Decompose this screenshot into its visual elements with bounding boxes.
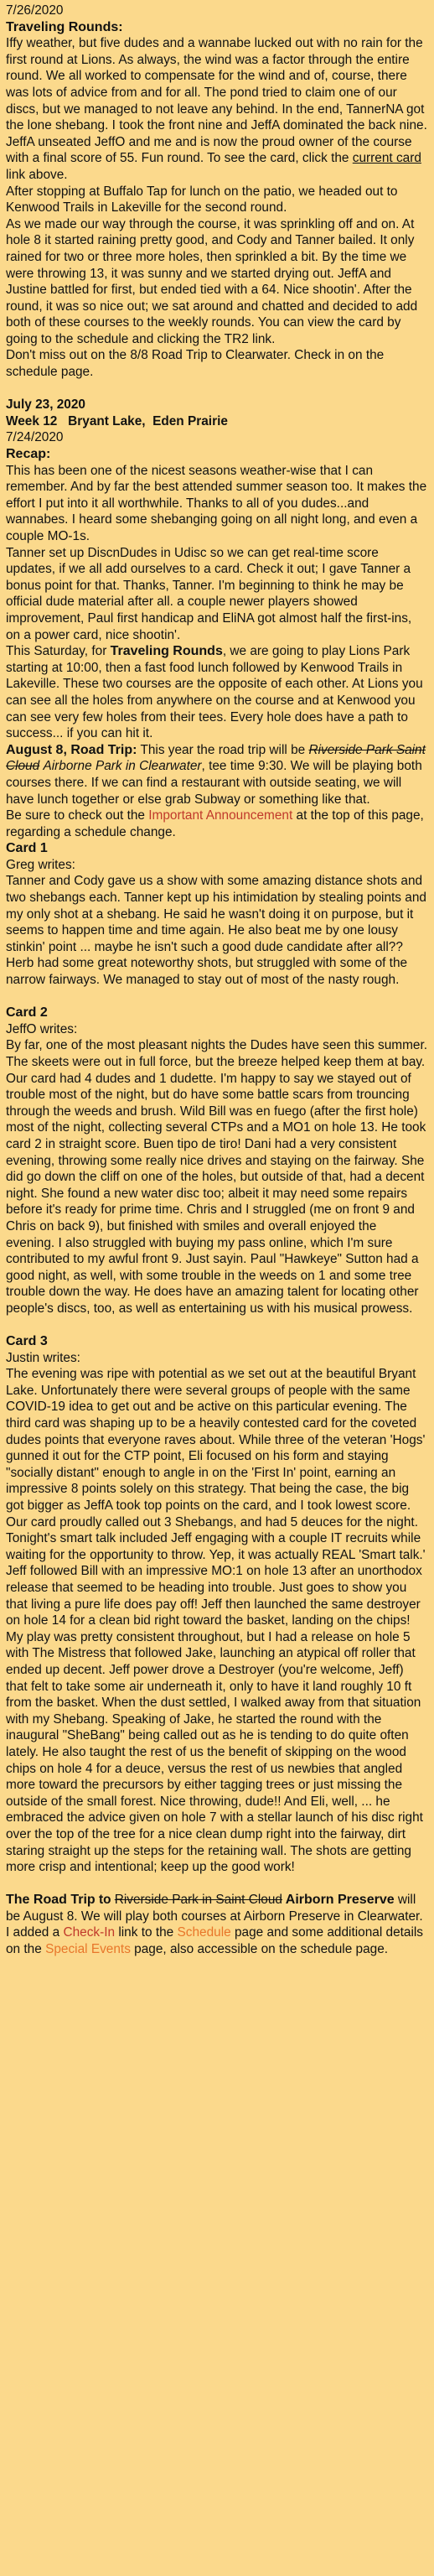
traveling-rounds-bold: Traveling Rounds	[110, 644, 223, 659]
recap-paragraph-3	[6, 643, 428, 742]
text: page and some additional details on the	[6, 1925, 423, 1957]
week-date-heading: July 23, 2020	[6, 397, 85, 413]
card-2-heading: Card 2	[6, 1005, 48, 1021]
schedule-link[interactable]: Schedule	[177, 1925, 231, 1940]
text: This Saturday, for	[6, 644, 111, 659]
card-2-body: By far, one of the most pleasant nights the Dudes have seen this summer. The skeets were out in full force, but the breeze helped keep them at bay. Our card had 4 dudes and 1 dudette. I'm happy to say we stayed out of trouble most of the night, but do have some battle scars from trouncing through the weeds and brush. Wild Bill was en fuego (after the first hole) most of the night, collecting several CTPs and a MO1 on hole 13. He took card 2 in straight score. Buen tipo de tiro! Dani had a very consistent evening, throwing some really nice drives and staying on the fairway. She did go down the cliff on one of the holes, but outside of that, had a decent night. She found a new water disc too; albeit it may need some repairs before it's ready for prime time. Chris and I struggled (me on front 9 and Chris on back 9), but finished with smiles and overall enjoyed the evening. I also struggled with buying my pass online, which I'm sure contributed to my awful front 9. Just sayin. Paul "Hawkeye" Sutton had a good night, as well, with some trouble in the weeds on 1 and some tree trouble down the way. He does have an amazing talent for locating other people's discs, too, as well as entertaining us with his musical prowess.	[6, 1038, 428, 1316]
traveling-rounds-paragraph-1	[6, 35, 428, 183]
paragraph-text-tail: link above.	[6, 167, 68, 182]
post-date-2: 7/24/2020	[6, 430, 64, 445]
card-1-heading: Card 1	[6, 841, 48, 856]
text: , we are going to play Lions Park starting at 10:00, then a fast food lunch followed by Kenwood Trails in Lakeville. These two courses are the opposite of each other. At Lions you can see all the holes from anywhere on the course and at Kenwood you can see very few holes from their tees. Every hole does have a path to success... if you can hit it.	[6, 644, 423, 741]
check-in-link[interactable]: Check-In	[63, 1925, 116, 1940]
footer-road-trip-paragraph	[6, 1892, 428, 1957]
text: at the top of this page, regarding a schedule change.	[6, 808, 424, 839]
card-1-body: Tanner and Cody gave us a show with some amazing distance shots and two shebangs each. Tanner kept up his intimidation by stealing points and my only shot at a shebang. He said he wasn't doing it on purpose, but it seems to happen time and time again. He also beat me by one lousy stinkin' point ... maybe he isn't such a good dude candidate after all??	[6, 874, 426, 954]
card-3-body: The evening was ripe with potential as we set out at the beautiful Bryant Lake. Unfortunately there were several groups of people with the same COVID-19 idea to get out and be active on this particular evening. The third card was shaping up to be a heavily contested card for the coveted dudes points that everyone raves about. While three of the veteran 'Hogs' gunned it out for the CTP point, Eli focused on his form and staying "socially distant" enough to angle in on the 'First In' point, earning an impressive 8 points solely on this strategy. That being the case, the big got bigger as JeffA took top points on the card, and I took lowest score. Our card proudly called out 3 Shebangs, and had 5 deuces for the night. Tonight's smart talk included Jeff engaging with a couple IT recruits while waiting for the opportunity to throw. Yep, it was actually REAL 'Smart talk.' Jeff followed Bill with an impressive MO:1 on hole 13 after an unorthodox release that seemed to be heading into trouble. Just goes to show you that living a pure life does pay off! Jeff then launched the same destroyer on hole 14 for a clean bid right toward the basket, landing on the chips! My play was pretty consistent throughout, but I had a release on hole 5 with The Mistress that followed Jake, launching an atypical off roller that ended up decent. Jeff power drove a Destroyer (you're welcome, Jeff) that felt to take some air underneath it, only to have it land roughly 10 ft from the basket. When the dust settled, I walked away from that situation with my Shebang. Speaking of Jake, he started the round with the inaugural "SheBang" being called out as he is tending to do quite often lately. He also taught the rest of us the benefit of skipping on the wood chips on hole 4 for a deuce, versus the rest of us newbies that angled more toward the precursors by either tagging trees or just missing the outside of the small forest. Nice throwing, dude!! And Eli, well, ... he embraced the advice given on hole 7 with a stellar launch of his disc right over the top of the tree for a nice clean dump right into the fairway, dirt staring straight up the steps for the retaining wall. The shots are getting more crisp and intentional; keep up the good work!	[6, 1367, 426, 1875]
card-3-heading: Card 3	[6, 1334, 48, 1349]
recap-paragraph-2: Tanner set up DiscnDudes in Udisc so we can get real-time score updates, if we all add ourselves to a card. Check it out; I gave Tanner a bonus point for that. Thanks, Tanner. I'm beginning to think he may be official dude material after all. a couple newer players showed improvement, Paul first handicap and EliNA got almost half the first-ins, on a power card, nice shootin'.	[6, 545, 412, 642]
week-location-heading: Week 12 Bryant Lake, Eden Prairie	[6, 413, 228, 428]
card-2-writer: JeffO writes:	[6, 1021, 78, 1036]
text: link to the	[115, 1925, 178, 1940]
recap-paragraph-1: This has been one of the nicest seasons weather-wise that I can remember. And by far the best attended summer season too. It makes the effort I put into it all worthwhile. Thanks to all of you dudes...and wannabes. I heard some shebanging going on all night long, and even a couple MO-1s.	[6, 463, 427, 543]
recap-heading: Recap:	[6, 447, 51, 462]
text: page, also accessible on the schedule page.	[130, 1942, 389, 1957]
card-1-writer: Greg writes:	[6, 857, 75, 872]
important-announcement-link[interactable]: Important Announcement	[148, 808, 293, 823]
road-trip-bold: August 8, Road Trip:	[6, 742, 137, 757]
post-date-1: 7/26/2020	[6, 3, 64, 18]
traveling-rounds-paragraph-3: As we made our way through the course, it was sprinkling off and on. At hole 8 it started raining pretty good, and Cody and Tanner bailed. It only rained for two or three more holes, then sprinkled a bit. By the time we were throwing 13, it was sunny and we started drying out. JeffA and Justine battled for first, but ended tied with a 64. Nice shootin'. After the round, it was so nice out; we sat around and chatted and decided to add both of these courses to the weekly rounds. You can view the card by going to the schedule and clicking the TR2 link.	[6, 216, 418, 346]
text: to	[95, 1893, 115, 1908]
special-events-link[interactable]: Special Events	[45, 1942, 131, 1957]
text: will be August 8. We will play both courses at Airborn Preserve in Clearwater. I added a	[6, 1893, 423, 1940]
text: , tee time 9:30. We will be playing both courses there. If we can find a restaurant with outside seating, we will have lunch together or else grab Subway or something like that.	[6, 759, 422, 807]
traveling-rounds-paragraph-2: After stopping at Buffalo Tap for lunch on the patio, we headed out to Kenwood Trails in Lakeville for the second round.	[6, 184, 398, 216]
card-3-writer: Justin writes:	[6, 1350, 80, 1365]
struck-location: Riverside Park in Saint Cloud	[114, 1893, 282, 1908]
traveling-rounds-heading: Traveling Rounds:	[6, 19, 123, 34]
current-card-link[interactable]: current card	[352, 151, 421, 166]
road-trip-bold: The Road Trip	[6, 1893, 96, 1908]
road-trip-reminder: Don't miss out on the 8/8 Road Trip to Clearwater. Check in on the schedule page.	[6, 348, 385, 380]
text: Be sure to check out the	[6, 808, 149, 823]
airborn-preserve-bold: Airborn Preserve	[282, 1893, 395, 1908]
card-1-body-2: Herb had some great noteworthy shots, but struggled with some of the narrow fairways. We managed to stay out of most of the nasty rough.	[6, 956, 408, 988]
text: This year the road trip will be	[137, 742, 309, 757]
new-location: Airborne Park in Clearwater	[43, 759, 202, 774]
paragraph-text: Iffy weather, but five dudes and a wannabe lucked out with no rain for the first round at Lions. As always, the wind was a factor through the entire round. We all worked to compensate for the wind and of, course, there was lots of advice from and for all. The pond tried to claim one of our discs, but we managed to not leave any behind. In the end, TannerNA got the lone shebang. I took the front nine and JeffA dominated the back nine. JeffA unseated JeffO and me and is now the proud owner of the course with a final score of 55. Fun round. To see the card, click the	[6, 36, 427, 166]
announcement-paragraph	[6, 808, 428, 840]
road-trip-paragraph	[6, 742, 428, 808]
struck-location: Riverside Park Saint Cloud	[6, 742, 426, 774]
